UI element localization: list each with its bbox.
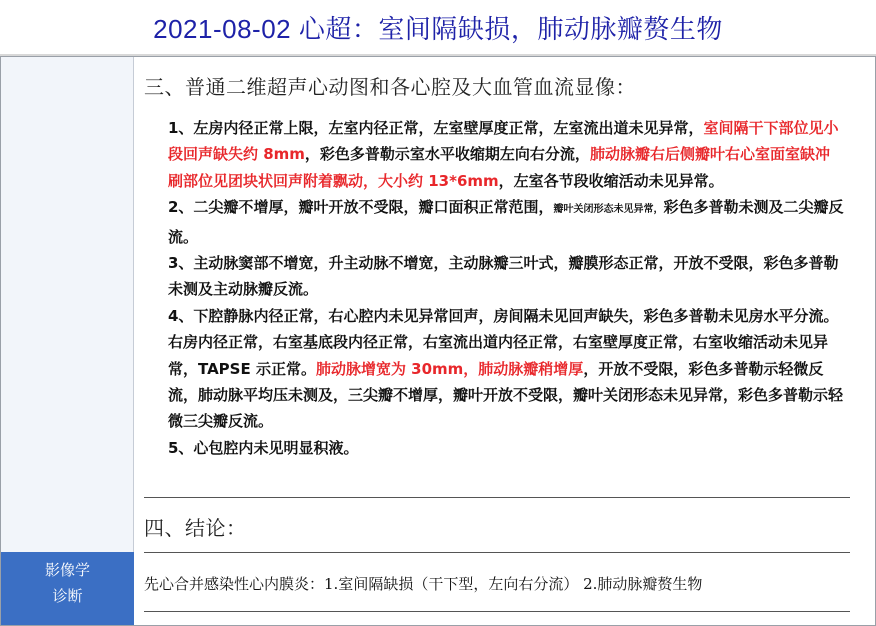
finding-2 [168, 194, 844, 250]
diagnosis-text: 先心合并感染性心内膜炎：1.室间隔缺损（干下型，左向右分流） 2.肺动脉瓣赘生物 [144, 575, 703, 593]
findings-list [168, 115, 844, 461]
diagnosis-label-line1: 影像学 [44, 561, 90, 579]
finding-5: 5、心包腔内未见明显积液。 [168, 438, 359, 457]
slide-title: 2021-08-02 心超：室间隔缺损，肺动脉瓣赘生物 [153, 13, 723, 44]
finding-1-highlight-vegetation: 肺动脉瓣右后侧瓣叶右心室面室缺冲刷部位见团块状回声附着飘动，大小约 13*6mm [168, 145, 830, 190]
divider-conclusion [144, 552, 850, 553]
finding-1 [168, 115, 844, 194]
report-sidebar [1, 57, 134, 625]
finding-3: 3、主动脉窦部不增宽，升主动脉不增宽，主动脉瓣三叶式，瓣膜形态正常，开放不受限，彩色多普勒未测及主动脉瓣反流。 [168, 254, 839, 299]
diagnosis-label [1, 557, 134, 609]
sidebar-findings-cell [1, 57, 134, 552]
finding-1-text-c: ，彩色多普勒示室水平收缩期左向右分流， [304, 145, 590, 164]
section-3-title: 三、普通二维超声心动图和各心腔及大血管血流显像： [144, 75, 636, 99]
finding-4-text-c: ，开放不受限，彩色多普勒示轻微反流，肺动脉平均压未测及，三尖瓣不增厚，瓣叶开放不受限，瓣叶关闭形态未见异常，彩色多普勒示轻微三尖瓣反流。 [168, 359, 844, 431]
report-content [134, 57, 875, 625]
finding-2-text-c: 彩色多普勒未测及二尖瓣反流。 [168, 198, 844, 246]
finding-1-text-e: ，左室各节段收缩活动未见异常。 [498, 171, 724, 190]
finding-4 [168, 303, 844, 435]
finding-2-text-a: 2、二尖瓣不增厚，瓣叶开放不受限，瓣口面积正常范围， [168, 198, 554, 217]
section-4-title: 四、结论： [144, 516, 247, 540]
divider-findings [144, 497, 850, 498]
finding-4-highlight-pa: 肺动脉增宽为 30mm，肺动脉瓣稍增厚 [315, 359, 584, 378]
finding-2-small-text: 瓣叶关闭形态未见异常， [553, 204, 664, 216]
slide-header [0, 0, 876, 56]
diagnosis-label-line2: 诊断 [52, 587, 83, 605]
finding-1-text-a: 1、左房内径正常上限，左室内径正常，左室壁厚度正常，左室流出道未见异常， [168, 119, 704, 137]
divider-bottom [144, 611, 850, 612]
finding-4-text-a: 4、下腔静脉内径正常，右心腔内未见异常回声，房间隔未见回声缺失，彩色多普勒未见房水平分流。右房内径正常，右室基底段内径正常，右室流出道内径正常，右室壁厚度正常，右室收缩活动未见异常，TAPSE 示正常。 [168, 306, 839, 378]
report-frame [0, 56, 876, 626]
finding-1-highlight-vsd: 室间隔干下部位见小段回声缺失约 8mm [168, 119, 839, 164]
